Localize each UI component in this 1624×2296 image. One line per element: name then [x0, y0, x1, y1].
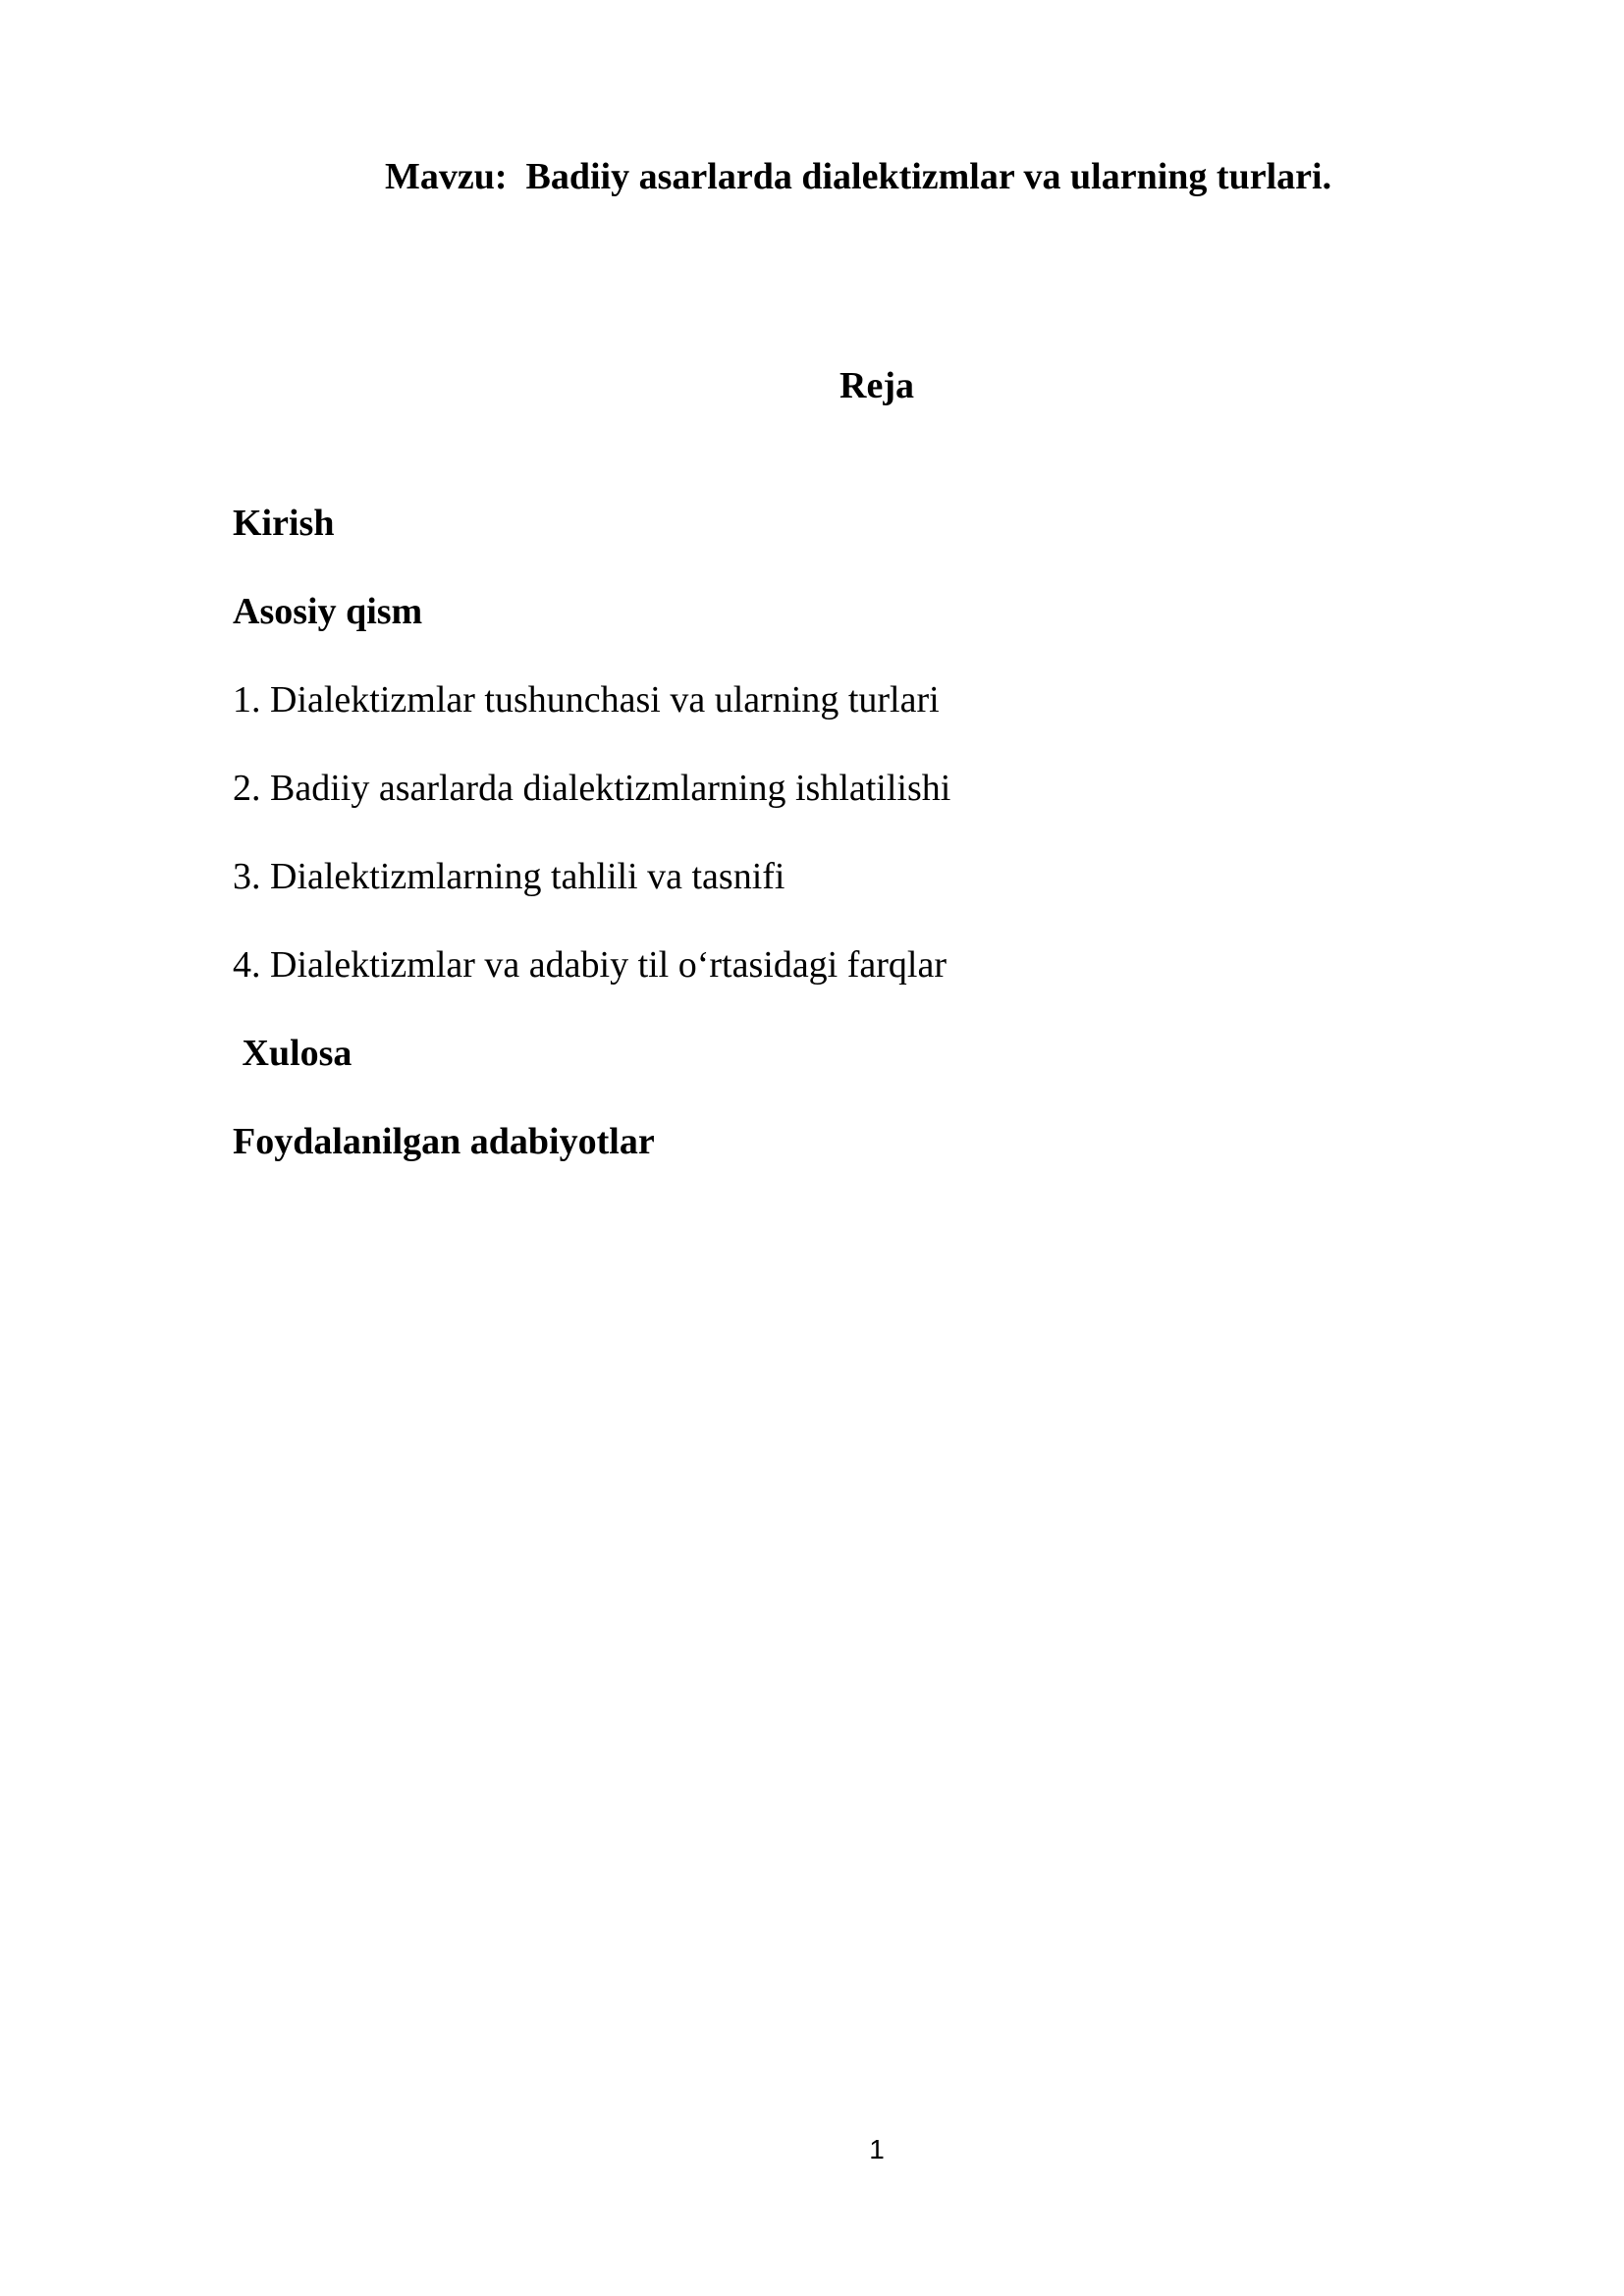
table-of-contents	[233, 499, 950, 1205]
toc-item-section-3: 3. Dialektizmlarning tahlili va tasnifi	[233, 856, 785, 897]
toc-item-main-part: Asosiy qism	[233, 591, 423, 632]
toc-item-section-2: 2. Badiiy asarlarda dialektizmlarning ishlatilishi	[233, 768, 951, 809]
document-title: Mavzu: Badiiy asarlarda dialektizmlar va ularning turlari.	[385, 156, 1332, 197]
toc-item-section-1: 1. Dialektizmlar tushunchasi va ularning turlari	[233, 679, 940, 721]
toc-item-conclusion: Xulosa	[233, 1033, 352, 1074]
toc-item-introduction: Kirish	[233, 503, 335, 544]
toc-item-references: Foydalanilgan adabiyotlar	[233, 1121, 655, 1162]
page-number: 1	[869, 2134, 885, 2164]
toc-item-section-4: 4. Dialektizmlar va adabiy til o‘rtasidagi farqlar	[233, 944, 947, 986]
plan-heading: Reja	[839, 365, 914, 406]
